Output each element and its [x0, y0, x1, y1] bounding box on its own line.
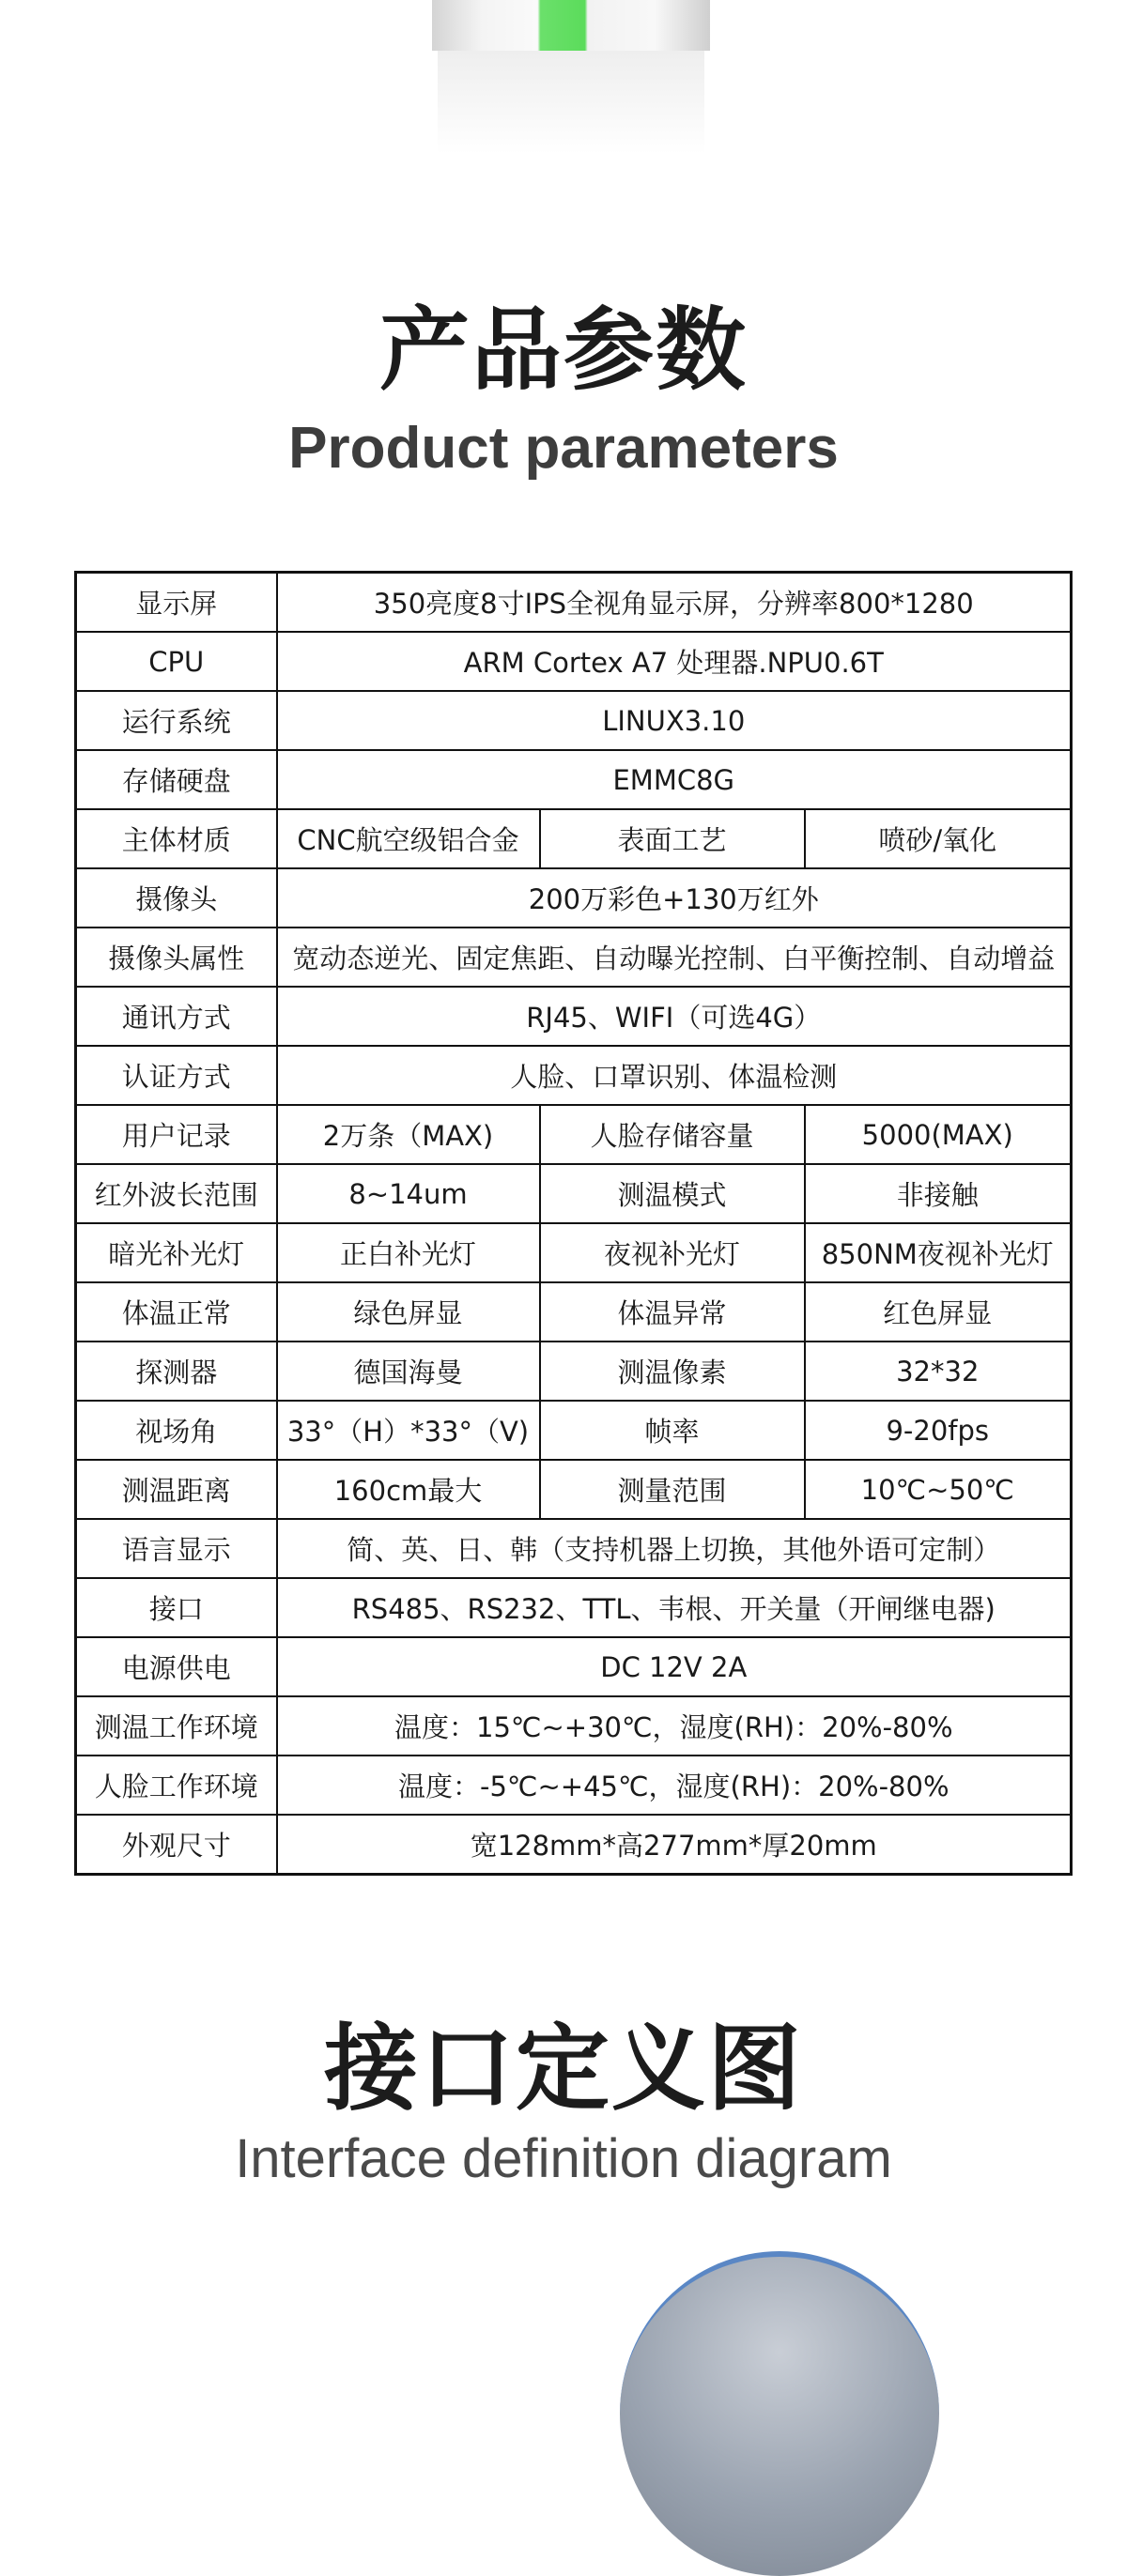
spec-value: 32*32	[805, 1342, 1072, 1401]
spec-label: 测温模式	[540, 1164, 805, 1223]
spec-value: 德国海曼	[277, 1342, 540, 1401]
table-row	[76, 1637, 1072, 1696]
section-title-cn: 接口定义图	[324, 2014, 803, 2124]
spec-value: 8~14um	[277, 1164, 540, 1223]
table-row	[76, 1342, 1072, 1401]
spec-label: 主体材质	[76, 809, 277, 868]
spec-value: 温度：-5℃~+45℃，湿度(RH)：20%-80%	[277, 1756, 1072, 1815]
spec-value: ARM Cortex A7 处理器.NPU0.6T	[277, 632, 1072, 691]
spec-label: 探测器	[76, 1342, 277, 1401]
spec-value: 5000(MAX)	[805, 1105, 1072, 1164]
section-title-en: Product parameters	[288, 416, 839, 481]
interface-diagram-image	[620, 2251, 939, 2576]
spec-label: 夜视补光灯	[540, 1223, 805, 1282]
spec-table	[74, 571, 1073, 1876]
spec-label: 测温工作环境	[76, 1696, 277, 1756]
spec-value: 9-20fps	[805, 1401, 1072, 1460]
table-row	[76, 1756, 1072, 1815]
spec-value: 33°（H）*33°（V)	[277, 1401, 540, 1460]
spec-label: 通讯方式	[76, 987, 277, 1046]
spec-value: LINUX3.10	[277, 691, 1072, 750]
spec-value: 10℃~50℃	[805, 1460, 1072, 1519]
spec-label: 测温像素	[540, 1342, 805, 1401]
spec-value: 850NM夜视补光灯	[805, 1223, 1072, 1282]
table-row	[76, 1223, 1072, 1282]
spec-label: 帧率	[540, 1401, 805, 1460]
spec-label: 摄像头	[76, 868, 277, 928]
spec-value: CNC航空级铝合金	[277, 809, 540, 868]
table-row	[76, 1696, 1072, 1756]
spec-value: 宽128mm*高277mm*厚20mm	[277, 1815, 1072, 1875]
table-row	[76, 691, 1072, 750]
spec-value: 人脸、口罩识别、体温检测	[277, 1046, 1072, 1105]
table-row	[76, 1164, 1072, 1223]
spec-label: 视场角	[76, 1401, 277, 1460]
table-row	[76, 868, 1072, 928]
spec-label: CPU	[76, 632, 277, 691]
spec-value: EMMC8G	[277, 750, 1072, 809]
spec-value: 200万彩色+130万红外	[277, 868, 1072, 928]
table-row	[76, 1282, 1072, 1342]
table-row	[76, 1105, 1072, 1164]
spec-label: 体温异常	[540, 1282, 805, 1342]
section-title-en: Interface definition diagram	[235, 2128, 892, 2189]
table-row	[76, 632, 1072, 691]
table-row	[76, 1460, 1072, 1519]
spec-value: 绿色屏显	[277, 1282, 540, 1342]
spec-label: 语言显示	[76, 1519, 277, 1578]
spec-value: RJ45、WIFI（可选4G）	[277, 987, 1072, 1046]
table-row	[76, 1046, 1072, 1105]
spec-value: 160cm最大	[277, 1460, 540, 1519]
spec-value: 非接触	[805, 1164, 1072, 1223]
spec-value: 350亮度8寸IPS全视角显示屏，分辨率800*1280	[277, 573, 1072, 633]
spec-value: 2万条（MAX)	[277, 1105, 540, 1164]
section-title-cn: 产品参数	[379, 298, 748, 403]
spec-label: 人脸存储容量	[540, 1105, 805, 1164]
spec-value: 温度：15℃~+30℃，湿度(RH)：20%-80%	[277, 1696, 1072, 1756]
spec-label: 人脸工作环境	[76, 1756, 277, 1815]
device-image-top	[432, 0, 710, 51]
spec-label: 表面工艺	[540, 809, 805, 868]
spec-value: RS485、RS232、TTL、韦根、开关量（开闸继电器)	[277, 1578, 1072, 1637]
spec-label: 外观尺寸	[76, 1815, 277, 1875]
spec-label: 运行系统	[76, 691, 277, 750]
spec-label: 电源供电	[76, 1637, 277, 1696]
spec-label: 红外波长范围	[76, 1164, 277, 1223]
table-row	[76, 809, 1072, 868]
table-row	[76, 573, 1072, 633]
spec-label: 测量范围	[540, 1460, 805, 1519]
table-row	[76, 987, 1072, 1046]
table-row	[76, 750, 1072, 809]
spec-label: 摄像头属性	[76, 928, 277, 987]
table-row	[76, 1578, 1072, 1637]
spec-label: 用户记录	[76, 1105, 277, 1164]
spec-value: 简、英、日、韩（支持机器上切换，其他外语可定制）	[277, 1519, 1072, 1578]
table-row	[76, 928, 1072, 987]
table-row	[76, 1401, 1072, 1460]
table-row	[76, 1519, 1072, 1578]
spec-value: DC 12V 2A	[277, 1637, 1072, 1696]
spec-label: 暗光补光灯	[76, 1223, 277, 1282]
spec-label: 显示屏	[76, 573, 277, 633]
table-row	[76, 1815, 1072, 1875]
spec-label: 接口	[76, 1578, 277, 1637]
spec-value: 红色屏显	[805, 1282, 1072, 1342]
spec-label: 存储硬盘	[76, 750, 277, 809]
spec-value: 喷砂/氧化	[805, 809, 1072, 868]
spec-label: 体温正常	[76, 1282, 277, 1342]
spec-value: 宽动态逆光、固定焦距、自动曝光控制、白平衡控制、自动增益	[277, 928, 1072, 987]
spec-label: 认证方式	[76, 1046, 277, 1105]
spec-label: 测温距离	[76, 1460, 277, 1519]
device-shadow	[438, 51, 704, 154]
spec-value: 正白补光灯	[277, 1223, 540, 1282]
